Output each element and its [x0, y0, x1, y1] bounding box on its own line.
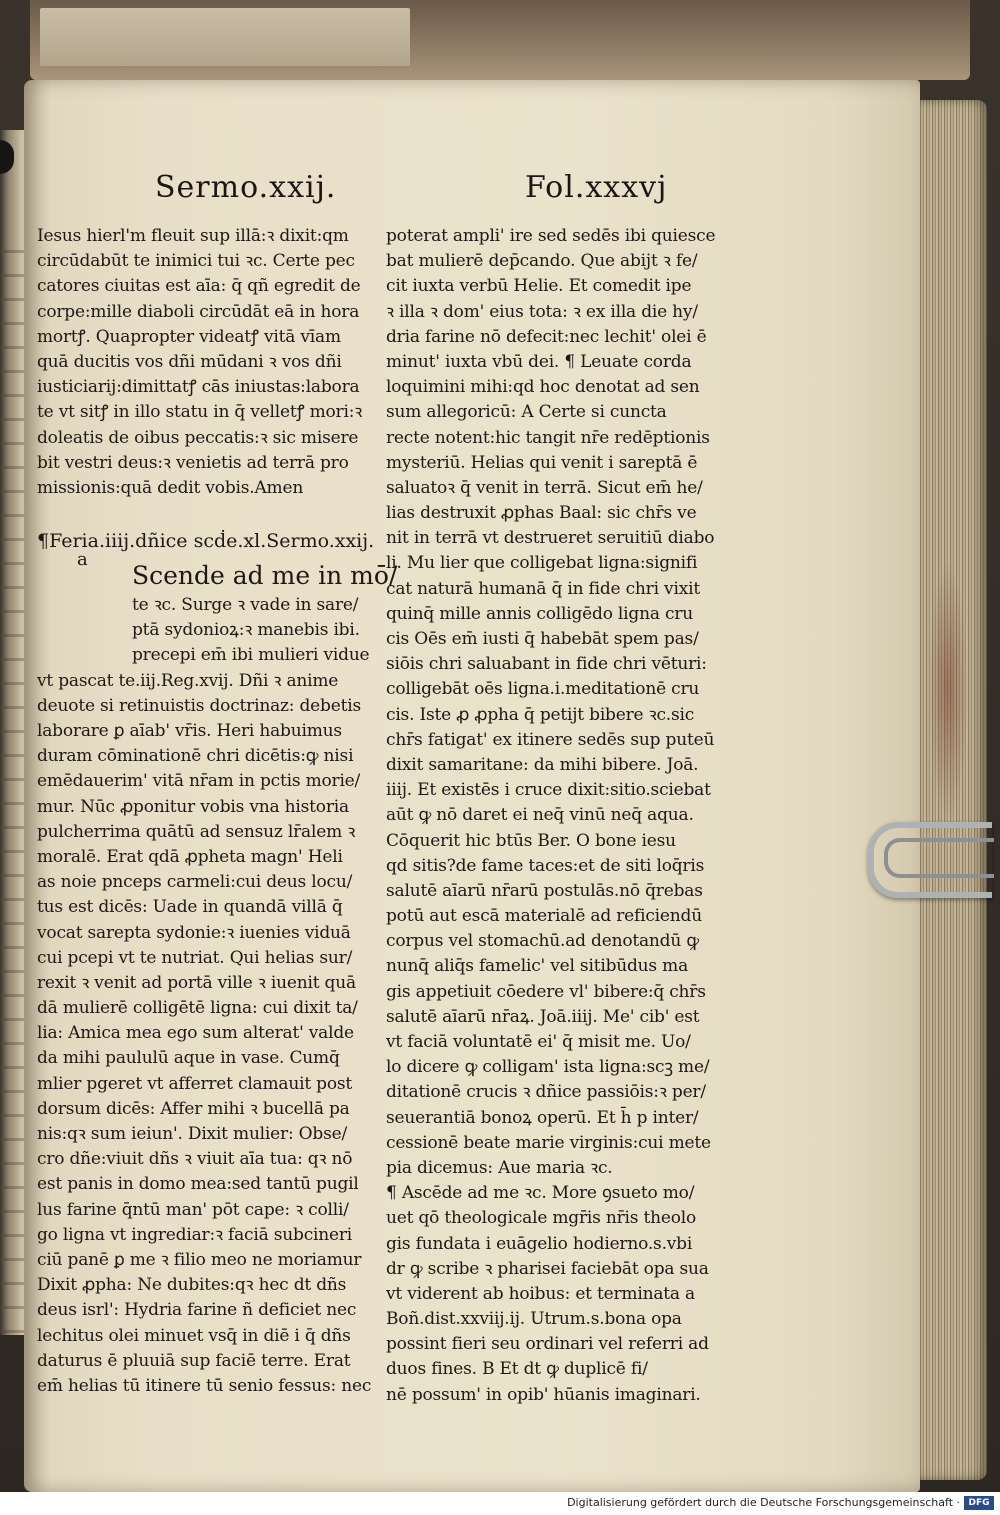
text-line: dria farine nō defecit:nec lechit' olei ē: [386, 326, 707, 347]
sermon-heading: ¶Feria.iiij.dñice scḋe.xl.Sermo.xxij.: [37, 530, 375, 553]
text-line: emēdauerim' vitā nr̄am in pctis morie/: [37, 771, 361, 792]
section-marker-a: a: [77, 549, 88, 570]
text-line: pulcherrima quātū ad sensuz lr̄alem ꝛ: [37, 821, 356, 842]
text-line: cis Oēs em̄ iusti q̄ habebāt spem pas/: [386, 629, 699, 649]
text-line: cit iuxta verbū Helie. Et comedit ipe: [386, 276, 692, 297]
footer-bar: [0, 1492, 1000, 1515]
text-line: pia dicemus: Aue maria ꝛc.: [386, 1157, 613, 1178]
text-line: missionis:quā dedit vobis.Amen: [37, 477, 304, 498]
text-line: em̄ helias tū itinere tū senio fessus: nec: [37, 1375, 372, 1396]
left-page-text-fragment: [4, 250, 24, 1350]
text-line: iiij. Et existēs i cruce dixit:sitio.sciebat: [386, 780, 711, 801]
text-line: cat naturā humanā q̄ in fide chri vixit: [386, 578, 700, 599]
text-line: minut' iuxta vbū dei. ¶ Leuate corda: [386, 351, 692, 372]
text-line: salutē aīarū nr̄aꝝ. Joā.iiij. Me' cib' est: [386, 1006, 700, 1027]
text-line: corpus vel stomachū.ad denotandū ꝙ: [386, 931, 699, 952]
text-line: iusticiarij:dimittatꝭ cās iniustas:labora: [37, 377, 360, 398]
text-line: sum allegoricū: A Certe si cuncta: [386, 402, 667, 423]
text-line: lus farine q̄ntū man' pōt cape: ꝛ colli/: [37, 1199, 349, 1220]
text-line: doleatis de oibus peccatis:ꝛ sic misere: [37, 427, 359, 448]
text-line: deuote si retinuistis doctrinaz: debetis: [37, 695, 361, 716]
text-line: mysteriū. Helias qui venit i sareptā ē: [386, 452, 698, 473]
text-line: dr ꝙ scribe ꝛ pharisei faciebāt opa sua: [386, 1258, 709, 1279]
text-line: nē possum' in opib' hūanis imaginari.: [386, 1384, 701, 1405]
text-line: dā mulierē colligētē ligna: cui dixit ta/: [37, 998, 358, 1019]
text-line: gis appetiuit cōedere vl' bibere:q̄ chr̄s: [386, 981, 706, 1002]
text-line: duram cōminationē chri dicētis:ꝙ nisi: [37, 746, 354, 767]
text-line: salutē aīarū nr̄arū postulās.nō q̄rebas: [386, 880, 703, 901]
text-line: vocat sarepta sydonie:ꝛ iuenies viduā: [37, 922, 351, 943]
text-line: cessionē beate marie virginis:cui mete: [386, 1132, 711, 1153]
text-line: saluatoꝛ q̄ venit in terrā. Sicut em̄ he/: [386, 477, 703, 498]
left-text-column: [37, 224, 398, 1399]
text-line: da mihi paululū aque in vase. Cumq̄: [37, 1048, 340, 1069]
text-line: Iesus hierl'm fleuit sup illā:ꝛ dixit:qm: [37, 226, 349, 246]
text-line: cro dñe:viuit dñs ꝛ viuit aīa tua: qꝛ nō: [37, 1149, 353, 1170]
text-line: as noie pnceps carmeli:cui deus locu/: [37, 872, 353, 893]
right-text-column: [386, 224, 766, 1408]
text-line: li. Mu lier que colligebat ligna:signifi: [386, 553, 698, 574]
text-line: dixit samaritane: da mihi bibere. Joā.: [386, 754, 699, 775]
right-column-block: [386, 224, 766, 1408]
text-line: aūt ꝙ nō daret ei neq̄ vinū neq̄ aqua.: [386, 805, 694, 826]
text-line: lias destruxit ꝓphas Baal: sic chr̄s ve: [386, 503, 697, 524]
text-line: possint fieri seu ordinari vel referri ad: [386, 1334, 709, 1355]
text-line: lo dicere ꝙ colligam' ista ligna:scꝫ me/: [386, 1057, 710, 1078]
initial-line: Scende ad me in mō/: [132, 561, 398, 591]
text-line: quā ducitis vos dñi mūdani ꝛ vos dñi: [37, 351, 342, 372]
text-line: vt faciā voluntatē ei' q̄ misit me. Uo/: [386, 1032, 691, 1052]
text-line: lechitus olei minuet vsq̄ in diē i q̄ dñs: [37, 1325, 351, 1346]
text-line: Dixit ꝓpha: Ne dubites:qꝛ hec dt dñs: [37, 1275, 347, 1296]
text-line: precepi em̄ ibi mulieri vidue: [132, 645, 370, 666]
text-line: mortꝭ. Quapropter videatꝭ vitā vīam: [37, 326, 341, 347]
text-line: laborare ꝑ aīab' vr̄is. Heri habuimus: [37, 721, 342, 741]
text-line: tus est dicēs: Uade in quandā villā q̄: [37, 897, 343, 918]
book-top-paper: [40, 8, 410, 66]
text-line: circūdabūt te inimici tui ꝛc. Certe pec: [37, 251, 355, 272]
text-line: vt pascat te.iij.Reg.xvij. Dñi ꝛ anime: [37, 670, 339, 691]
text-line: lia: Amica mea ego sum alterat' valde: [37, 1023, 354, 1044]
text-line: ditationē crucis ꝛ dñice passiōis:ꝛ per/: [386, 1082, 706, 1103]
text-line: ꝛ illa ꝛ dom' eius tota: ꝛ ex illa die hy/: [386, 301, 698, 322]
text-line: moralē. Erat qdā ꝓpheta magn' Heli: [37, 846, 343, 867]
text-line: corpe:mille diaboli circūdāt eā in hora: [37, 301, 360, 322]
left-column-top-block: [37, 224, 382, 501]
metal-clip-inner: [884, 838, 994, 878]
text-line: loquimini mihi:qd hoc denotat ad sen: [386, 377, 700, 398]
text-line: vt viderent ab hoibus: et terminata a: [386, 1283, 695, 1304]
text-line: ptā sydonioꝝ:ꝛ manebis ibi.: [132, 620, 360, 641]
text-line: potū aut escā materialē ad reficiendū: [386, 906, 702, 927]
text-line: ¶ Ascēde ad me ꝛc. More ꝯsueto mo/: [386, 1183, 695, 1204]
text-line: Cōquerit hic btūs Ber. O bone iesu: [386, 830, 676, 851]
left-column-indented-block: [37, 593, 382, 669]
text-line: nunq̄ aliq̄s famelic' vel sitibūdus ma: [386, 956, 689, 977]
text-line: Boñ.dist.xxviij.ij. Utrum.s.bona opa: [386, 1309, 682, 1330]
text-line: est panis in domo mea:sed tantū pugil: [37, 1174, 359, 1195]
text-line: siōis chri saluabant in fide chri vēturi:: [386, 654, 707, 675]
text-line: gis fundata i euāgelio hodierno.s.vbi: [386, 1233, 693, 1254]
text-line: recte notent:hic tangit nr̄e redēptionis: [386, 427, 710, 448]
text-line: te ꝛc. Surge ꝛ vade in sare/: [132, 595, 359, 616]
text-line: go ligna vt ingrediar:ꝛ faciā subcineri: [37, 1224, 353, 1245]
text-line: bit vestri deus:ꝛ venietis ad terrā pro: [37, 452, 349, 473]
text-line: daturus ē pluuiā sup faciē terre. Erat: [37, 1350, 351, 1371]
text-line: catores ciuitas est aīa: q̄ qñ egredit de: [37, 276, 361, 297]
text-line: deus isrl': Hydria farine ñ deficiet nec: [37, 1300, 357, 1321]
text-line: seuerantiā bonoꝝ operū. Et h̄ p inter/: [386, 1107, 699, 1128]
text-line: te vt sitꝭ in illo statu in q̄ velletꝭ mori:ꝛ: [37, 402, 363, 423]
text-line: nit in terrā vt destrueret seruitiū diabo: [386, 528, 715, 549]
running-header-left: Sermo.xxij.: [155, 170, 337, 205]
left-column-bottom-block: [37, 669, 382, 1399]
running-header-right: Fol.xxxvj: [525, 170, 668, 205]
text-line: cui pcepi vt te nutriat. Qui helias sur/: [37, 947, 353, 968]
text-line: poterat ampli' ire sed sedēs ibi quiesce: [386, 226, 716, 246]
text-line: mlier pgeret vt afferret clamauit post: [37, 1073, 353, 1094]
text-line: quinq̄ mille annis colligēdo ligna cru: [386, 603, 693, 624]
funding-credit: Digitalisierung gefördert durch die Deutsche Forschungsgemeinschaft ·: [567, 1496, 960, 1509]
dfg-logo: DFG: [964, 1496, 994, 1510]
text-line: qd sitis?de fame taces:et de siti loq̄ris: [386, 855, 705, 876]
text-line: nis:qꝛ sum ieiun'. Dixit mulier: Obse/: [37, 1124, 348, 1144]
text-line: mur. Nūc ꝓponitur vobis vna historia: [37, 796, 349, 817]
text-line: cis. Iste ꝓ ꝓpha q̄ petijt bibere ꝛc.sic: [386, 704, 695, 725]
text-line: bat mulierē dep̄cando. Que abijt ꝛ fe/: [386, 251, 698, 272]
edge-stain: [928, 560, 968, 820]
text-line: duos fines. B Et dt ꝙ duplicē fi/: [386, 1359, 648, 1380]
text-line: dorsum dicēs: Affer mihi ꝛ bucellā pa: [37, 1098, 350, 1119]
text-line: rexit ꝛ venit ad portā ville ꝛ iuenit quā: [37, 972, 356, 993]
text-line: ciū panē ꝑ me ꝛ filio meo ne moriamur: [37, 1249, 362, 1270]
text-line: chr̄s fatigat' ex itinere sedēs sup puteū: [386, 729, 715, 750]
text-line: colligebāt oēs ligna.i.meditationē cru: [386, 679, 700, 700]
text-line: uet qō theologicale mgr̄is nr̄is theolo: [386, 1208, 697, 1229]
